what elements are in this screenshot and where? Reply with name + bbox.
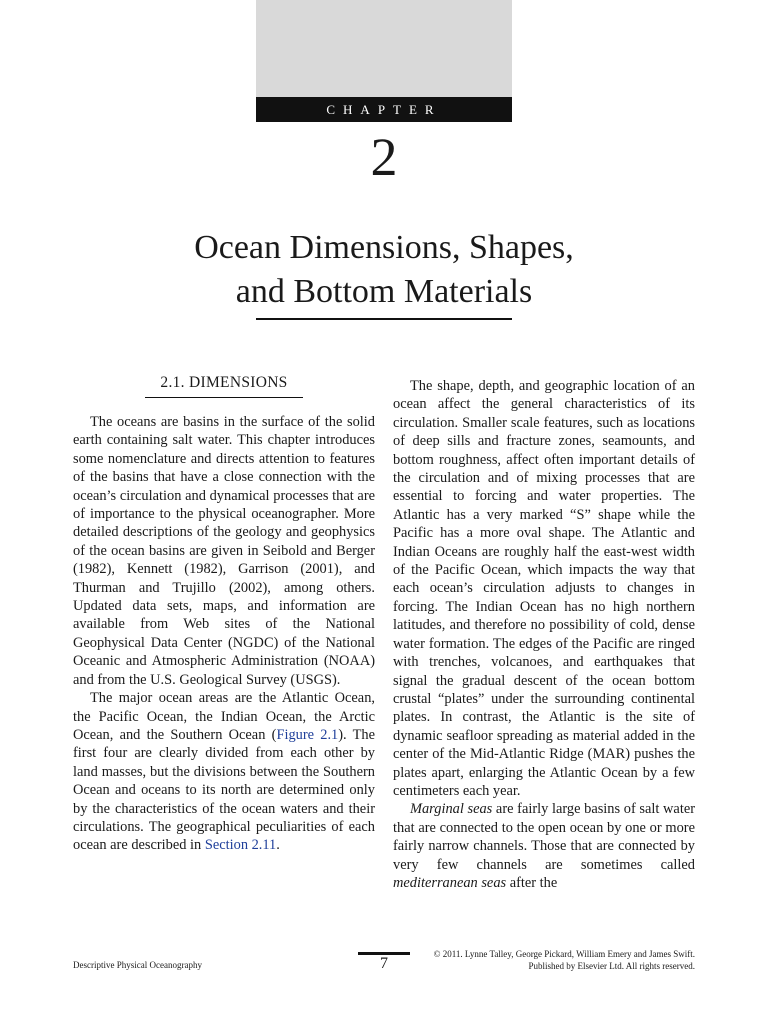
section-heading: 2.1. DIMENSIONS bbox=[160, 374, 288, 391]
left-p2-text-a: The major ocean areas are the Atlantic Ocean, the Pacific Ocean, the Indian Ocean, the Arctic Ocean, and the Southern Ocean ( bbox=[73, 690, 375, 743]
right-column bbox=[393, 377, 695, 892]
chapter-label: CHAPTER bbox=[256, 97, 512, 122]
chapter-header-box bbox=[256, 0, 512, 97]
copyright-line-2: Published by Elsevier Ltd. All rights reserved. bbox=[528, 961, 695, 971]
right-paragraph-2 bbox=[393, 800, 695, 892]
title-divider bbox=[256, 318, 512, 320]
figure-2-1-link[interactable]: Figure 2.1 bbox=[276, 726, 339, 743]
right-p2-text-a: are fairly large basins of salt water that are connected to the open ocean by one or more fairly narrow channels. Those that are connected by very few channels are sometimes called bbox=[393, 801, 695, 873]
term-mediterranean-seas: mediterranean seas bbox=[393, 874, 507, 891]
left-paragraph-2 bbox=[73, 689, 375, 855]
chapter-title-line2: and Bottom Materials bbox=[235, 273, 533, 310]
section-heading-underline bbox=[145, 397, 303, 398]
page-number: 7 bbox=[380, 955, 388, 972]
section-2-11-link[interactable]: Section 2.11 bbox=[204, 837, 277, 854]
left-p2-text-c: . bbox=[276, 837, 280, 854]
chapter-title-line1: Ocean Dimensions, Shapes, bbox=[194, 229, 574, 266]
chapter-title bbox=[0, 226, 768, 314]
footer-copyright bbox=[434, 948, 695, 972]
chapter-number: 2 bbox=[370, 127, 398, 187]
right-paragraph-1: The shape, depth, and geographic location of an ocean affect the general characteristics of its circulation. Smaller scale features, such as locations of deep sills and fracture zones, seamounts, and bottom roughness, affect often important details of the circulation and of mixing processes that are essential to forcing and water properties. The Atlantic has a very marked “S” shape while the Pacific has a more oval shape. The Atlantic and Indian Oceans are roughly half the east-west width of the Pacific Ocean, which impacts the way that each ocean’s circulation adjusts to changes in forcing. The Indian Ocean has no high northern latitudes, and therefore no possibility of cold, dense water formation. The edges of the Pacific are ringed with trenches, volcanoes, and earthquakes that signal the gradual descent of the ocean bottom crustal “plates” under the surrounding continental plates. In contrast, the Atlantic is the site of dynamic seafloor spreading as material added in the center of the Mid-Atlantic Ridge (MAR) pushes the plates apart, enlarging the Atlantic Ocean by a few centimeters each year. bbox=[393, 378, 695, 799]
footer-book-title: Descriptive Physical Oceanography bbox=[73, 960, 202, 970]
left-paragraph-1: The oceans are basins in the surface of the solid earth containing salt water. This chapter introduces some nomenclature and directs attention to features of the basins that have a close connection with the ocean’s circulation and dynamical processes that are of importance to the physical oceanographer. More detailed descriptions of the geology and geophysics of the ocean basins are given in Seibold and Berger (1982), Kennett (1982), Garrison (2001), and Thurman and Trujillo (2002), among others. Updated data sets, maps, and information are available from Web sites of the National Geophysical Data Center (NGDC) of the National Oceanic and Atmospheric Administration (NOAA) and from the U.S. Geological Survey (USGS). bbox=[73, 414, 375, 688]
left-column bbox=[73, 413, 375, 855]
term-marginal-seas: Marginal seas bbox=[410, 801, 493, 818]
left-p2-text-b: ). The first four are clearly divided from each other by land masses, but the divisions between the Southern Ocean and oceans to its north are determined only by the characteristics of the ocean waters and their circulations. The geographical peculiarities of each ocean are described in bbox=[73, 726, 375, 854]
right-p2-text-b: after the bbox=[506, 874, 558, 891]
copyright-line-1: © 2011. Lynne Talley, George Pickard, William Emery and James Swift. bbox=[433, 949, 695, 959]
